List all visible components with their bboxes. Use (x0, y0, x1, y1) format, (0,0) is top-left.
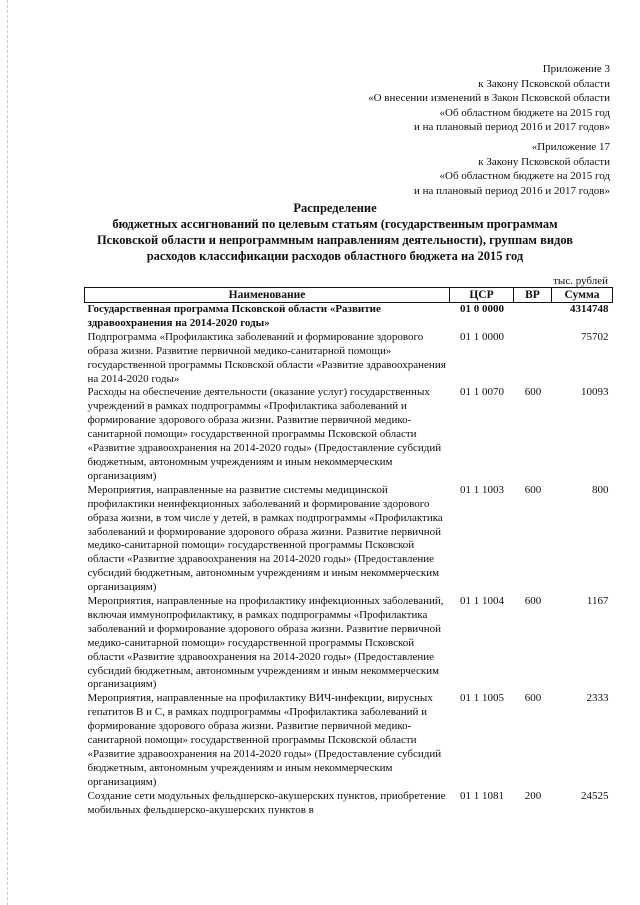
row-sum-cell: 2333 (586, 692, 609, 705)
row-name-cell: Мероприятия, направленные на профилактику ВИЧ-инфекции, вирусных гепатитов В и С, в рамках подпрограммы «Профилактика заболеваний и формирование здорового образа жизни. Развитие первичной медико-санитарной помощи» государственной программы Псковской области «Развитие здравоохранения на 2014-2020 годы» (Предоставление субсидий бюджетным, автономным учреждениям и иным некоммерческим организациям) (87, 692, 442, 788)
appendix-3-line: Приложение 3 (542, 63, 610, 75)
table-row (85, 484, 613, 595)
appendix-17-line: и на плановый период 2016 и 2017 годов» (413, 184, 610, 197)
row-name-cell: Государственная программа Псковской области «Развитие здравоохранения на 2014-2020 годы» (87, 303, 381, 329)
column-header-name: Наименование (85, 288, 450, 303)
row-csr-cell: 01 0 0000 (460, 303, 504, 315)
table-row (85, 790, 613, 818)
title-line: бюджетных ассигнований по целевым статьям (государственным программам (112, 217, 558, 231)
row-sum-cell: 75702 (581, 330, 609, 343)
appendix-3-line: и на плановый период 2016 и 2017 годов» (413, 121, 610, 133)
column-header-sum: Сумма (552, 288, 613, 303)
column-header-vr: ВР (514, 288, 552, 303)
units-label: тыс. рублей (553, 275, 608, 287)
row-vr-cell: 600 (524, 692, 542, 705)
row-name-cell: Мероприятия, направленные на профилактику инфекционных заболеваний, включая иммунопрофилактику, в рамках подпрограммы «Профилактика заболеваний и формирование здорового образа жизни. Развитие первичной медико-санитарной помощи» государственной программы Псковской области «Развитие здравоохранения на 2014-2020 годы» (Предоставление субсидий бюджетным, автономным учреждениям и иным некоммерческим организациям) (87, 595, 444, 691)
row-vr-cell: 600 (524, 386, 542, 399)
appendix-3-header (368, 62, 610, 135)
row-sum-cell: 24525 (581, 789, 609, 802)
document-title (60, 200, 610, 264)
appendix-3-line: «О внесении изменений в Закон Псковской области (368, 92, 610, 104)
row-vr-cell (514, 331, 552, 387)
table-row (85, 595, 613, 692)
column-header-csr: ЦСР (450, 288, 514, 303)
appendix-17-line: «Об областном бюджете на 2015 год (439, 170, 610, 182)
title-line: Псковской области и непрограммным направлениям деятельности), группам видов (96, 233, 574, 247)
row-name-cell: Подпрограмма «Профилактика заболеваний и формирование здорового образа жизни. Развитие первичной медико-санитарной помощи» государственной программы Псковской области «Развитие здравоохранения на 2014-2020 годы» (87, 330, 446, 385)
row-csr-cell: 01 1 1003 (460, 483, 504, 496)
row-sum-cell: 10093 (581, 386, 609, 399)
table-row (85, 331, 613, 387)
title-line: расходов классификации расходов областного бюджета на 2015 год (146, 249, 524, 263)
table-body (85, 303, 613, 818)
title-line: Распределение (293, 201, 377, 215)
table-row (85, 386, 613, 483)
budget-table (84, 287, 613, 818)
row-csr-cell: 01 1 0070 (460, 386, 504, 399)
scan-margin-line (7, 0, 8, 905)
row-sum-cell: 800 (592, 483, 609, 496)
row-vr-cell: 200 (524, 789, 542, 802)
table-row (85, 303, 613, 331)
row-name-cell: Создание сети модульных фельдшерско-акушерских пунктов, приобретение мобильных фельдшерско-акушерских пунктов в (87, 789, 446, 816)
row-sum-cell: 4314748 (570, 303, 609, 315)
table-row (85, 692, 613, 789)
appendix-3-line: «Об областном бюджете на 2015 год (439, 106, 610, 119)
row-vr-cell: 600 (524, 595, 542, 608)
appendix-17-header (414, 140, 610, 198)
row-csr-cell: 01 1 1004 (460, 595, 504, 608)
row-csr-cell: 01 1 1081 (460, 789, 504, 802)
row-csr-cell: 01 1 0000 (460, 330, 504, 343)
row-csr-cell: 01 1 1005 (460, 692, 504, 705)
appendix-3-line: к Закону Псковской области (478, 77, 610, 90)
row-vr-cell: 600 (524, 483, 542, 496)
row-sum-cell: 1167 (586, 595, 609, 608)
appendix-17-line: «Приложение 17 (531, 141, 610, 153)
appendix-17-line: к Закону Псковской области (478, 155, 610, 168)
row-vr-cell (514, 303, 552, 331)
row-name-cell: Расходы на обеспечение деятельности (оказание услуг) государственных учреждений в рамках подпрограммы «Профилактика заболеваний и формирование здорового образа жизни. Развитие первичной медико-санитарной помощи» государственной программы Псковской области «Развитие здравоохранения на 2014-2020 годы» (Предоставление субсидий бюджетным, автономным учреждениям и иным некоммерческим организациям) (87, 386, 442, 482)
table-header-row (85, 288, 613, 303)
row-name-cell: Мероприятия, направленные на развитие системы медицинской профилактики неинфекционных заболеваний и формирование здорового образа жизни, в том числе у детей, в рамках подпрограммы «Профилактика заболеваний и формирование здорового образа жизни. Развитие первичной медико-санитарной помощи» государственной программы Псковской области «Развитие здравоохранения на 2014-2020 годы» (Предоставление субсидий бюджетным, автономным учреждениям и иным некоммерческим организациям) (87, 483, 443, 594)
